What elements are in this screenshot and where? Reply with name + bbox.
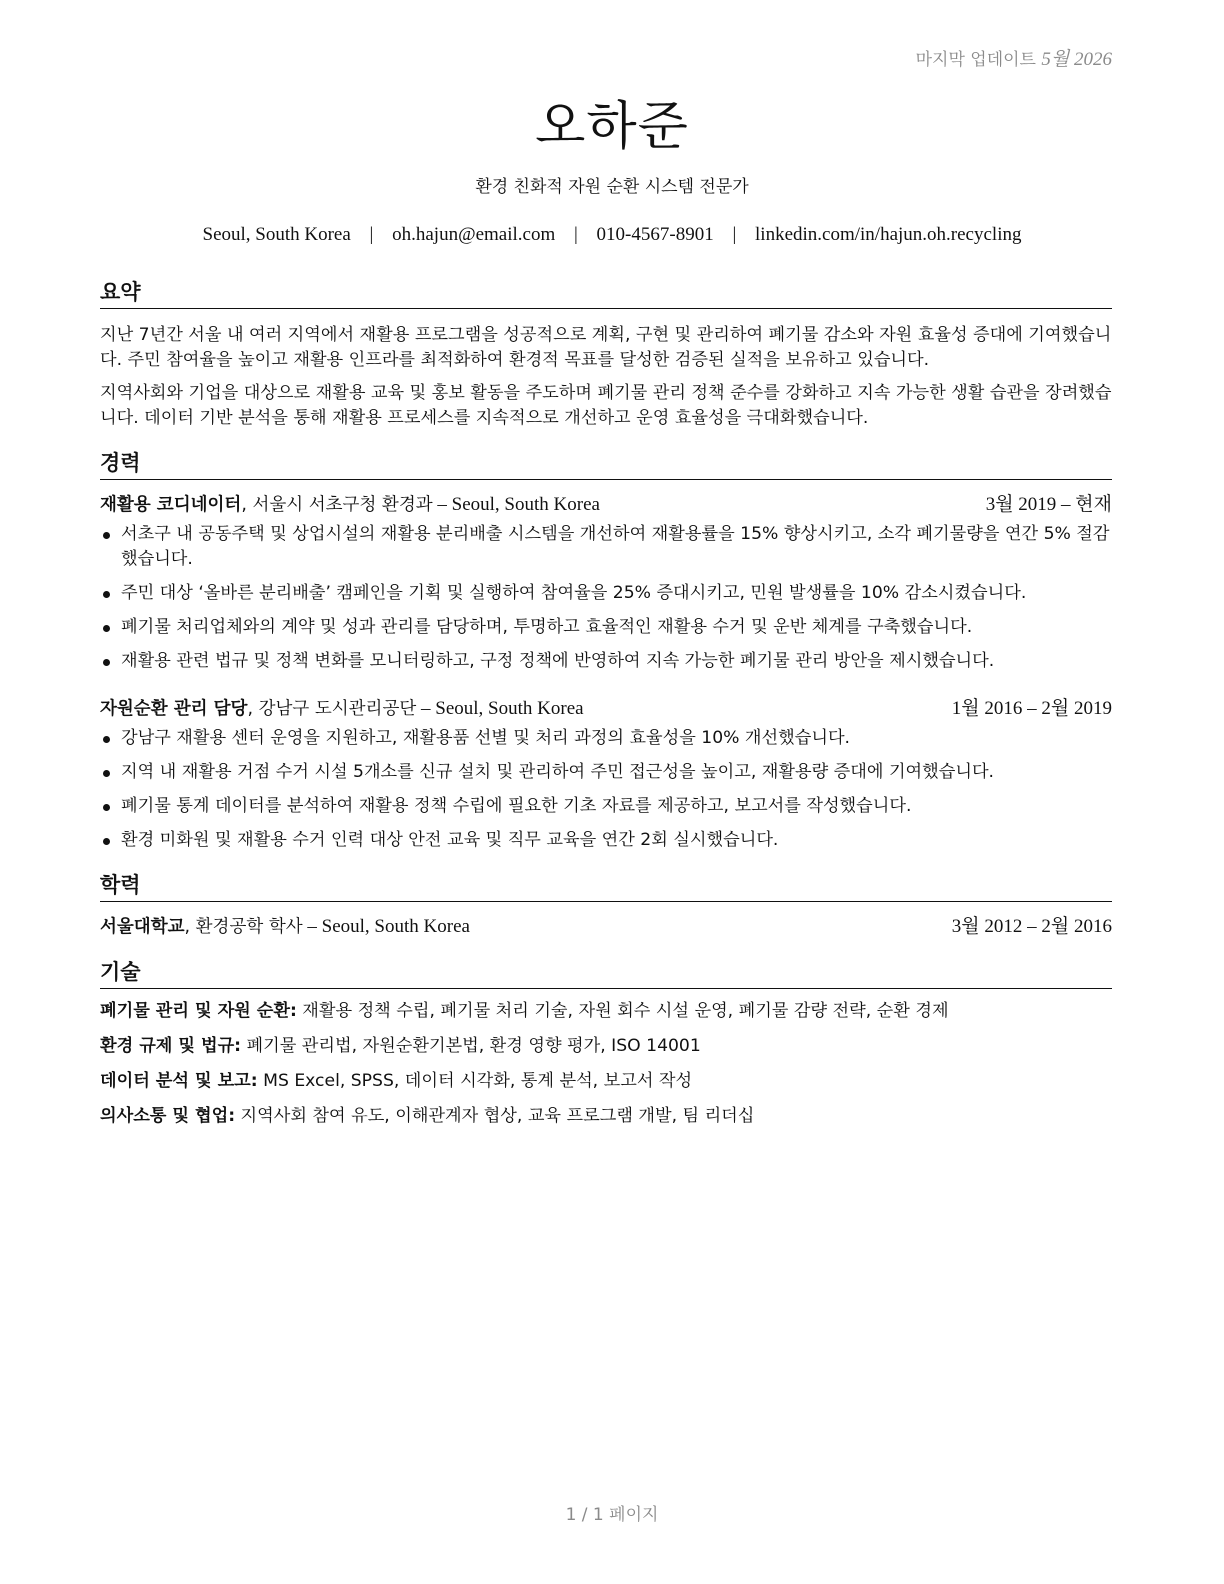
summary-paragraph: 지난 7년간 서울 내 여러 지역에서 재활용 프로그램을 성공적으로 계획, 구현 및 관리하여 폐기물 감소와 자원 효율성 증대에 기여했습니다. 주민 참여율을 높이고 재활용 인프라를 최적화하여 환경적 목표를 달성한 검증된 실적을 보유하고 있습니다. (100, 325, 1112, 370)
job-entry (100, 492, 1112, 674)
skill-row (100, 1069, 1112, 1094)
job-header (100, 696, 1112, 722)
job-bullets (100, 522, 1112, 674)
contact-separator: | (573, 224, 578, 245)
skill-value: MS Excel, SPSS, 데이터 시각화, 통계 분석, 보고서 작성 (257, 1071, 693, 1091)
contact-separator: | (369, 224, 374, 245)
last-updated-label: 마지막 업데이트 (915, 50, 1036, 70)
contact-linkedin[interactable]: linkedin.com/in/hajun.oh.recycling (755, 224, 1022, 245)
job-location: – Seoul, South Korea (416, 698, 584, 719)
contact-email[interactable]: oh.hajun@email.com (392, 224, 556, 245)
job-bullet: 재활용 관련 법규 및 정책 변화를 모니터링하고, 구정 정책에 반영하여 지속 가능한 폐기물 관리 방안을 제시했습니다. (100, 649, 1112, 674)
job-role: 자원순환 관리 담당 (100, 699, 248, 719)
page-indicator: 1 / 1 페이지 (565, 1505, 659, 1525)
education-degree: , 환경공학 학사 (184, 917, 303, 937)
job-bullet: 서초구 내 공동주택 및 상업시설의 재활용 분리배출 시스템을 개선하여 재활용률을 15% 향상시키고, 소각 폐기물량을 연간 5% 절감했습니다. (100, 522, 1112, 572)
skill-label: 의사소통 및 협업: (100, 1106, 236, 1126)
section-title-summary: 요약 (100, 276, 1112, 309)
job-location: – Seoul, South Korea (432, 494, 600, 515)
job-dates: 1월 2016 – 2월 2019 (951, 698, 1112, 719)
job-org: , 서울시 서초구청 환경과 (241, 495, 433, 515)
job-title-line (100, 492, 600, 518)
skill-value: 지역사회 참여 유도, 이해관계자 협상, 교육 프로그램 개발, 팀 리더십 (235, 1106, 755, 1126)
skill-value: 재활용 정책 수립, 폐기물 처리 기술, 자원 회수 시설 운영, 폐기물 감량 전략, 순환 경제 (296, 1001, 949, 1021)
education-entry (100, 914, 1112, 940)
education-line (100, 914, 470, 940)
skills-section (100, 956, 1112, 1129)
contact-location: Seoul, South Korea (202, 224, 351, 245)
candidate-tagline: 환경 친화적 자원 순환 시스템 전문가 (475, 177, 749, 197)
job-bullet: 지역 내 재활용 거점 수거 시설 5개소를 신규 설치 및 관리하여 주민 접근성을 높이고, 재활용량 증대에 기여했습니다. (100, 760, 1112, 785)
resume-body (100, 276, 1112, 1129)
job-dates: 3월 2019 – 현재 (985, 494, 1112, 515)
contact-phone[interactable]: 010-4567-8901 (596, 224, 714, 245)
contact-separator: | (732, 224, 737, 245)
education-section (100, 869, 1112, 940)
job-role: 재활용 코디네이터 (100, 495, 242, 515)
job-bullet: 폐기물 통계 데이터를 분석하여 재활용 정책 수립에 필요한 기초 자료를 제공하고, 보고서를 작성했습니다. (100, 794, 1112, 819)
experience-section (100, 447, 1112, 853)
section-title-experience: 경력 (100, 447, 1112, 480)
skill-label: 폐기물 관리 및 자원 순환: (100, 1001, 297, 1021)
job-bullet: 폐기물 처리업체와의 계약 및 성과 관리를 담당하며, 투명하고 효율적인 재활용 수거 및 운반 체계를 구축했습니다. (100, 615, 1112, 640)
summary-paragraph: 지역사회와 기업을 대상으로 재활용 교육 및 홍보 활동을 주도하며 폐기물 관리 정책 준수를 강화하고 지속 가능한 생활 습관을 장려했습니다. 데이터 기반 분석을 통해 재활용 프로세스를 지속적으로 개선하고 운영 효율성을 극대화했습니다. (100, 383, 1112, 428)
last-updated (916, 44, 1112, 71)
skill-value: 폐기물 관리법, 자원순환기본법, 환경 영향 평가, ISO 14001 (241, 1036, 701, 1056)
candidate-name: 오하준 (535, 97, 689, 157)
summary-text (100, 323, 1112, 431)
job-bullet: 환경 미화원 및 재활용 수거 인력 대상 안전 교육 및 직무 교육을 연간 2회 실시했습니다. (100, 828, 1112, 853)
contact-line (0, 224, 1224, 246)
skill-row (100, 1104, 1112, 1129)
section-title-skills: 기술 (100, 956, 1112, 989)
skill-row (100, 999, 1112, 1024)
job-org: , 강남구 도시관리공단 (247, 699, 417, 719)
section-title-education: 학력 (100, 869, 1112, 902)
skill-row (100, 1034, 1112, 1059)
last-updated-date: 5월 2026 (1041, 49, 1112, 70)
summary-section (100, 276, 1112, 431)
skill-label: 데이터 분석 및 보고: (100, 1071, 258, 1091)
job-bullet: 강남구 재활용 센터 운영을 지원하고, 재활용품 선별 및 처리 과정의 효율성을 10% 개선했습니다. (100, 726, 1112, 751)
job-header (100, 492, 1112, 518)
job-bullets (100, 726, 1112, 853)
education-dates: 3월 2012 – 2월 2016 (951, 916, 1112, 937)
job-entry (100, 696, 1112, 853)
job-title-line (100, 696, 584, 722)
skill-label: 환경 규제 및 법규: (100, 1036, 242, 1056)
education-location: – Seoul, South Korea (302, 916, 470, 937)
job-bullet: 주민 대상 ‘올바른 분리배출’ 캠페인을 기획 및 실행하여 참여율을 25% 증대시키고, 민원 발생률을 10% 감소시켰습니다. (100, 581, 1112, 606)
education-school: 서울대학교 (100, 917, 185, 937)
